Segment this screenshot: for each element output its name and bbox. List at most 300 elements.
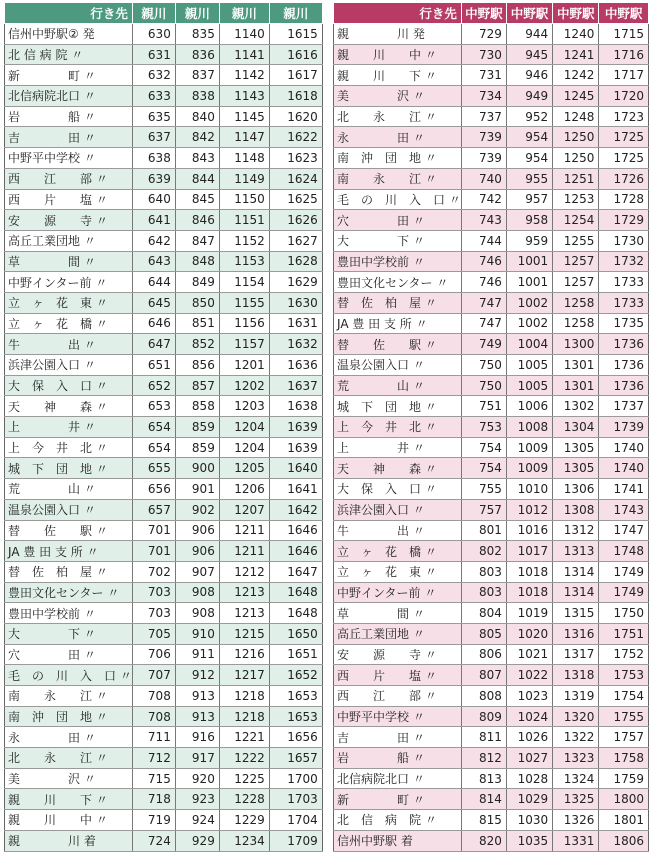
- stop-name: 温泉公園入口 〃: [5, 499, 133, 520]
- timetable-row: [334, 355, 649, 376]
- header-destination: 行き先: [334, 3, 462, 24]
- header-bus-3: 中野駅: [553, 3, 599, 24]
- departure-time: 1641: [269, 479, 322, 500]
- stop-name: 上 井 〃: [5, 417, 133, 438]
- departure-time: 946: [506, 65, 552, 86]
- departure-time: 807: [461, 665, 506, 686]
- departure-time: 1207: [219, 499, 269, 520]
- departure-time: 806: [461, 644, 506, 665]
- timetable-row: [334, 479, 649, 500]
- departure-time: 639: [132, 168, 175, 189]
- departure-time: 1716: [599, 44, 649, 65]
- departure-time: 1301: [553, 355, 599, 376]
- stop-name: 西 片 塩 〃: [334, 665, 462, 686]
- departure-time: 850: [175, 292, 219, 313]
- timetable-row: [334, 644, 649, 665]
- departure-time: 1652: [269, 665, 322, 686]
- timetable-row: [334, 520, 649, 541]
- departure-time: 1749: [599, 561, 649, 582]
- departure-time: 703: [132, 582, 175, 603]
- departure-time: 1629: [269, 272, 322, 293]
- departure-time: 804: [461, 603, 506, 624]
- timetable-row: [5, 313, 323, 334]
- timetable-row: [5, 582, 323, 603]
- departure-time: 701: [132, 541, 175, 562]
- departure-time: 1637: [269, 375, 322, 396]
- departure-time: 718: [132, 789, 175, 810]
- departure-time: 1753: [599, 665, 649, 686]
- departure-time: 1626: [269, 210, 322, 231]
- departure-time: 638: [132, 148, 175, 169]
- timetable-to-nakano-station: [333, 2, 649, 852]
- timetable-row: [334, 768, 649, 789]
- departure-time: 1725: [599, 148, 649, 169]
- stop-name: 南 沖 団 地 〃: [5, 706, 133, 727]
- departure-time: 840: [175, 106, 219, 127]
- departure-time: 1623: [269, 148, 322, 169]
- departure-time: 1615: [269, 24, 322, 45]
- departure-time: 1004: [506, 334, 552, 355]
- departure-time: 959: [506, 230, 552, 251]
- departure-time: 945: [506, 44, 552, 65]
- departure-time: 1304: [553, 417, 599, 438]
- departure-time: 1318: [553, 665, 599, 686]
- departure-time: 1001: [506, 251, 552, 272]
- departure-time: 734: [461, 86, 506, 107]
- timetable-row: [334, 706, 649, 727]
- departure-time: 911: [175, 644, 219, 665]
- stop-name: 親 川 下 〃: [5, 789, 133, 810]
- stop-name: 美 沢 〃: [5, 768, 133, 789]
- timetable-row: [5, 706, 323, 727]
- departure-time: 1218: [219, 686, 269, 707]
- departure-time: 906: [175, 541, 219, 562]
- stop-name: 吉 田 〃: [5, 127, 133, 148]
- stop-name: 岩 船 〃: [5, 106, 133, 127]
- departure-time: 1725: [599, 127, 649, 148]
- departure-time: 1617: [269, 65, 322, 86]
- departure-time: 635: [132, 106, 175, 127]
- timetable-row: [5, 686, 323, 707]
- departure-time: 1018: [506, 582, 552, 603]
- departure-time: 1002: [506, 313, 552, 334]
- departure-time: 1325: [553, 789, 599, 810]
- timetable-row: [334, 603, 649, 624]
- departure-time: 754: [461, 458, 506, 479]
- departure-time: 859: [175, 417, 219, 438]
- departure-time: 645: [132, 292, 175, 313]
- stop-name: 中野インター前 〃: [5, 272, 133, 293]
- departure-time: 1155: [219, 292, 269, 313]
- timetable-row: [334, 127, 649, 148]
- timetable-row: [5, 437, 323, 458]
- departure-time: 1010: [506, 479, 552, 500]
- header-bus-4: 親川: [269, 3, 322, 24]
- departure-time: 859: [175, 437, 219, 458]
- timetable-row: [334, 665, 649, 686]
- departure-time: 954: [506, 127, 552, 148]
- departure-time: 849: [175, 272, 219, 293]
- timetable-row: [5, 65, 323, 86]
- departure-time: 743: [461, 210, 506, 231]
- departure-time: 1006: [506, 396, 552, 417]
- stop-name: 浜津公園入口 〃: [334, 499, 462, 520]
- stop-name: 新 町 〃: [5, 65, 133, 86]
- stop-name: 西 片 塩 〃: [5, 189, 133, 210]
- departure-time: 1316: [553, 623, 599, 644]
- timetable-row: [5, 458, 323, 479]
- departure-time: 1733: [599, 272, 649, 293]
- departure-time: 1638: [269, 396, 322, 417]
- departure-time: 701: [132, 520, 175, 541]
- departure-time: 906: [175, 520, 219, 541]
- timetable-row: [334, 727, 649, 748]
- departure-time: 1153: [219, 251, 269, 272]
- departure-time: 910: [175, 623, 219, 644]
- timetable-row: [5, 375, 323, 396]
- departure-time: 815: [461, 810, 506, 831]
- departure-time: 1313: [553, 541, 599, 562]
- departure-time: 757: [461, 499, 506, 520]
- departure-time: 1331: [553, 830, 599, 851]
- stop-name: 天 神 森 〃: [5, 396, 133, 417]
- stop-name: 上 井 〃: [334, 437, 462, 458]
- departure-time: 1646: [269, 520, 322, 541]
- departure-time: 746: [461, 251, 506, 272]
- departure-time: 1736: [599, 375, 649, 396]
- departure-time: 901: [175, 479, 219, 500]
- timetable-row: [334, 272, 649, 293]
- departure-time: 651: [132, 355, 175, 376]
- departure-time: 1250: [553, 148, 599, 169]
- departure-time: 1314: [553, 582, 599, 603]
- departure-time: 1148: [219, 148, 269, 169]
- stop-name: 替 佐 駅 〃: [5, 520, 133, 541]
- departure-time: 1656: [269, 727, 322, 748]
- departure-time: 1305: [553, 458, 599, 479]
- departure-time: 632: [132, 65, 175, 86]
- timetable-row: [334, 313, 649, 334]
- departure-time: 802: [461, 541, 506, 562]
- departure-time: 1022: [506, 665, 552, 686]
- departure-time: 811: [461, 727, 506, 748]
- timetable-row: [334, 210, 649, 231]
- departure-time: 1017: [506, 541, 552, 562]
- departure-time: 643: [132, 251, 175, 272]
- departure-time: 1737: [599, 396, 649, 417]
- timetable-row: [334, 106, 649, 127]
- departure-time: 835: [175, 24, 219, 45]
- departure-time: 1723: [599, 106, 649, 127]
- departure-time: 1019: [506, 603, 552, 624]
- departure-time: 851: [175, 313, 219, 334]
- departure-time: 836: [175, 44, 219, 65]
- timetable-row: [334, 830, 649, 851]
- departure-time: 1257: [553, 251, 599, 272]
- timetable-row: [5, 168, 323, 189]
- departure-time: 654: [132, 437, 175, 458]
- departure-time: 652: [132, 375, 175, 396]
- departure-time: 846: [175, 210, 219, 231]
- stop-name: 大 保 入 口 〃: [5, 375, 133, 396]
- departure-time: 803: [461, 582, 506, 603]
- departure-time: 1005: [506, 355, 552, 376]
- timetable-row: [5, 272, 323, 293]
- departure-time: 740: [461, 168, 506, 189]
- departure-time: 801: [461, 520, 506, 541]
- departure-time: 647: [132, 334, 175, 355]
- departure-time: 907: [175, 561, 219, 582]
- departure-time: 1314: [553, 561, 599, 582]
- timetable-row: [5, 86, 323, 107]
- departure-time: 751: [461, 396, 506, 417]
- departure-time: 1300: [553, 334, 599, 355]
- stop-name: 荒 山 〃: [334, 375, 462, 396]
- stop-name: 城 下 団 地 〃: [5, 458, 133, 479]
- departure-time: 808: [461, 686, 506, 707]
- departure-time: 1023: [506, 686, 552, 707]
- departure-time: 1323: [553, 748, 599, 769]
- departure-time: 843: [175, 148, 219, 169]
- departure-time: 1142: [219, 65, 269, 86]
- timetable-row: [5, 292, 323, 313]
- departure-time: 656: [132, 479, 175, 500]
- departure-time: 1632: [269, 334, 322, 355]
- stop-name: 永 田 〃: [5, 727, 133, 748]
- stop-name: 親 川 下 〃: [334, 65, 462, 86]
- departure-time: 753: [461, 417, 506, 438]
- departure-time: 1206: [219, 479, 269, 500]
- departure-time: 1225: [219, 768, 269, 789]
- departure-time: 1018: [506, 561, 552, 582]
- departure-time: 1026: [506, 727, 552, 748]
- departure-time: 1754: [599, 686, 649, 707]
- departure-time: 852: [175, 334, 219, 355]
- timetable-to-oyagawa: [4, 2, 323, 852]
- departure-time: 1001: [506, 272, 552, 293]
- departure-time: 1301: [553, 375, 599, 396]
- stop-name: 吉 田 〃: [334, 727, 462, 748]
- header-bus-1: 親川: [132, 3, 175, 24]
- departure-time: 1229: [219, 810, 269, 831]
- departure-time: 1253: [553, 189, 599, 210]
- departure-time: 705: [132, 623, 175, 644]
- departure-time: 1140: [219, 24, 269, 45]
- departure-time: 1154: [219, 272, 269, 293]
- departure-time: 1704: [269, 810, 322, 831]
- departure-time: 1647: [269, 561, 322, 582]
- departure-time: 1213: [219, 582, 269, 603]
- departure-time: 1221: [219, 727, 269, 748]
- stop-name: 北信病院北口 〃: [334, 768, 462, 789]
- departure-time: 1653: [269, 706, 322, 727]
- departure-time: 1639: [269, 437, 322, 458]
- departure-time: 1021: [506, 644, 552, 665]
- departure-time: 957: [506, 189, 552, 210]
- departure-time: 1204: [219, 437, 269, 458]
- departure-time: 1729: [599, 210, 649, 231]
- departure-time: 857: [175, 375, 219, 396]
- departure-time: 1758: [599, 748, 649, 769]
- departure-time: 746: [461, 272, 506, 293]
- timetable-row: [5, 417, 323, 438]
- departure-time: 1317: [553, 644, 599, 665]
- departure-time: 655: [132, 458, 175, 479]
- departure-time: 1715: [599, 24, 649, 45]
- departure-time: 813: [461, 768, 506, 789]
- stop-name: 替 佐 駅 〃: [334, 334, 462, 355]
- departure-time: 1009: [506, 437, 552, 458]
- timetable-row: [334, 44, 649, 65]
- departure-time: 923: [175, 789, 219, 810]
- departure-time: 1709: [269, 830, 322, 851]
- stop-name: 上 今 井 北 〃: [334, 417, 462, 438]
- departure-time: 1245: [553, 86, 599, 107]
- departure-time: 654: [132, 417, 175, 438]
- stop-name: 南 永 江 〃: [334, 168, 462, 189]
- departure-time: 902: [175, 499, 219, 520]
- departure-time: 1204: [219, 417, 269, 438]
- header-row: [334, 3, 649, 24]
- timetable-row: [334, 623, 649, 644]
- departure-time: 1759: [599, 768, 649, 789]
- departure-time: 630: [132, 24, 175, 45]
- stop-name: 豊田文化センター 〃: [334, 272, 462, 293]
- departure-time: 1005: [506, 375, 552, 396]
- departure-time: 1240: [553, 24, 599, 45]
- departure-time: 1717: [599, 65, 649, 86]
- stop-name: JA 豊 田 支 所 〃: [5, 541, 133, 562]
- departure-time: 920: [175, 768, 219, 789]
- departure-time: 729: [461, 24, 506, 45]
- departure-time: 1213: [219, 603, 269, 624]
- departure-time: 912: [175, 665, 219, 686]
- timetable-row: [5, 210, 323, 231]
- departure-time: 754: [461, 437, 506, 458]
- timetable-row: [334, 65, 649, 86]
- departure-time: 1703: [269, 789, 322, 810]
- stop-name: 豊田文化センター 〃: [5, 582, 133, 603]
- departure-time: 1151: [219, 210, 269, 231]
- departure-time: 929: [175, 830, 219, 851]
- departure-time: 1624: [269, 168, 322, 189]
- departure-time: 820: [461, 830, 506, 851]
- departure-time: 1222: [219, 748, 269, 769]
- departure-time: 1228: [219, 789, 269, 810]
- departure-time: 1145: [219, 106, 269, 127]
- departure-time: 1020: [506, 623, 552, 644]
- departure-time: 803: [461, 561, 506, 582]
- departure-time: 1035: [506, 830, 552, 851]
- timetable-row: [334, 417, 649, 438]
- departure-time: 747: [461, 313, 506, 334]
- departure-time: 640: [132, 189, 175, 210]
- stop-name: 中野平中学校 〃: [5, 148, 133, 169]
- departure-time: 711: [132, 727, 175, 748]
- departure-time: 1234: [219, 830, 269, 851]
- stop-name: 立 ヶ 花 橋 〃: [334, 541, 462, 562]
- departure-time: 1002: [506, 292, 552, 313]
- departure-time: 1739: [599, 417, 649, 438]
- stop-name: 毛 の 川 入 口 〃: [5, 665, 133, 686]
- departure-time: 955: [506, 168, 552, 189]
- departure-time: 637: [132, 127, 175, 148]
- departure-time: 900: [175, 458, 219, 479]
- departure-time: 1657: [269, 748, 322, 769]
- departure-time: 1320: [553, 706, 599, 727]
- departure-time: 1749: [599, 582, 649, 603]
- departure-time: 1733: [599, 292, 649, 313]
- header-destination: 行き先: [5, 3, 133, 24]
- stop-name: 西 江 部 〃: [5, 168, 133, 189]
- departure-time: 708: [132, 686, 175, 707]
- departure-time: 805: [461, 623, 506, 644]
- departure-time: 1016: [506, 520, 552, 541]
- departure-time: 1143: [219, 86, 269, 107]
- departure-time: 633: [132, 86, 175, 107]
- timetable-row: [5, 810, 323, 831]
- departure-time: 1740: [599, 458, 649, 479]
- departure-time: 1726: [599, 168, 649, 189]
- timetable-row: [334, 230, 649, 251]
- departure-time: 724: [132, 830, 175, 851]
- stop-name: 南 沖 団 地 〃: [334, 148, 462, 169]
- departure-time: 1751: [599, 623, 649, 644]
- departure-time: 742: [461, 189, 506, 210]
- timetable-row: [334, 561, 649, 582]
- timetable-row: [334, 168, 649, 189]
- departure-time: 1205: [219, 458, 269, 479]
- timetable-row: [334, 334, 649, 355]
- departure-time: 847: [175, 230, 219, 251]
- stop-name: 安 源 寺 〃: [334, 644, 462, 665]
- departure-time: 1326: [553, 810, 599, 831]
- timetable-row: [334, 251, 649, 272]
- departure-time: 707: [132, 665, 175, 686]
- departure-time: 1743: [599, 499, 649, 520]
- stop-name: 大 保 入 口 〃: [334, 479, 462, 500]
- departure-time: 1149: [219, 168, 269, 189]
- departure-time: 1648: [269, 582, 322, 603]
- departure-time: 924: [175, 810, 219, 831]
- timetable-row: [334, 189, 649, 210]
- departure-time: 845: [175, 189, 219, 210]
- departure-time: 856: [175, 355, 219, 376]
- departure-time: 1305: [553, 437, 599, 458]
- timetable-row: [334, 86, 649, 107]
- departure-time: 749: [461, 334, 506, 355]
- stop-name: 牛 出 〃: [5, 334, 133, 355]
- departure-time: 1628: [269, 251, 322, 272]
- timetable-row: [5, 561, 323, 582]
- timetable-row: [334, 748, 649, 769]
- timetable-row: [5, 665, 323, 686]
- departure-time: 1150: [219, 189, 269, 210]
- stop-name: 美 沢 〃: [334, 86, 462, 107]
- departure-time: 1650: [269, 623, 322, 644]
- departure-time: 1257: [553, 272, 599, 293]
- timetable-row: [334, 810, 649, 831]
- timetable-row: [5, 24, 323, 45]
- stop-name: 毛 の 川 入 口 〃: [334, 189, 462, 210]
- departure-time: 657: [132, 499, 175, 520]
- departure-time: 1029: [506, 789, 552, 810]
- departure-time: 1646: [269, 541, 322, 562]
- departure-time: 1211: [219, 520, 269, 541]
- departure-time: 739: [461, 148, 506, 169]
- stop-name: 北 信 病 院 〃: [334, 810, 462, 831]
- departure-time: 1315: [553, 603, 599, 624]
